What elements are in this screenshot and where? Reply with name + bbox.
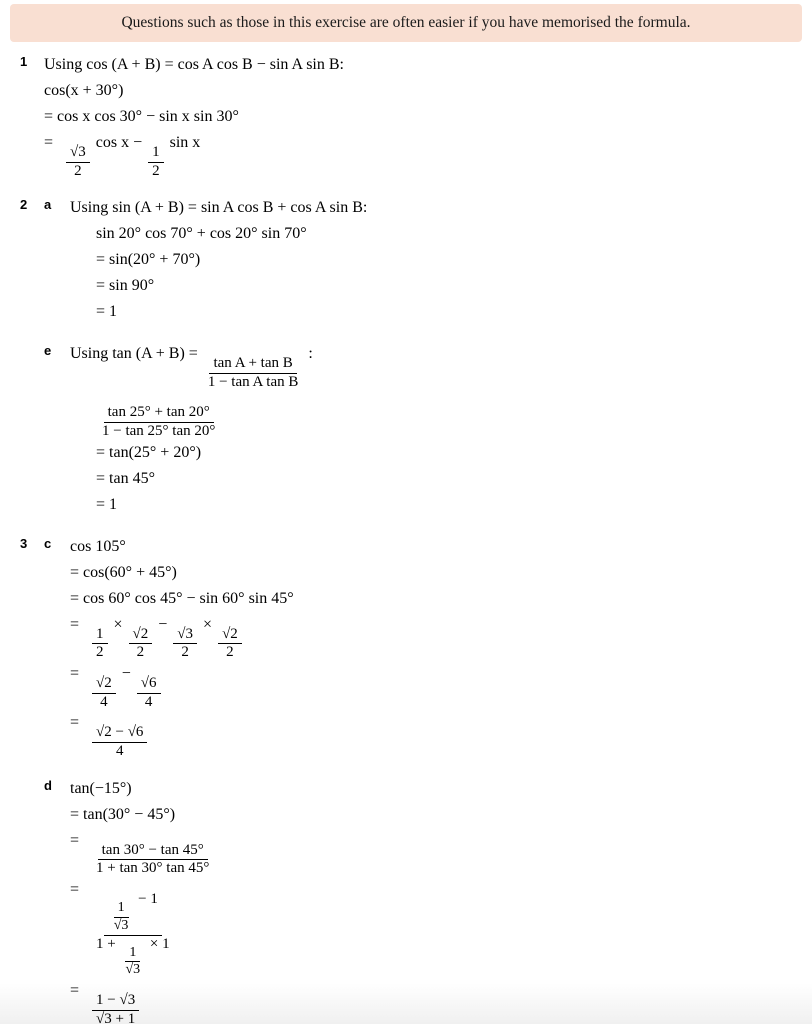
question-2 [0,195,812,518]
q2a-line-2: = sin(20° + 70°) [96,251,201,269]
question-3 [0,534,812,1027]
q2e-intro-text: Using tan (A + B) = [70,345,198,363]
fraction-numerator: √3 [66,145,90,163]
question-1 [0,52,812,179]
q3c-line-5 [70,661,812,710]
question-1-body [44,52,812,179]
minus-sign: − [121,665,131,683]
q1-sin-x: sin x [169,134,201,151]
equals-sign: = [44,134,54,151]
fraction-denominator [92,936,174,979]
fraction-root2-over-4 [92,676,116,711]
fraction-denominator: 2 [181,644,189,661]
fraction-denominator: 4 [100,693,108,710]
q2e-line-3: = tan 45° [96,469,155,487]
fraction-root2-over-2 [129,627,153,662]
q3d-line-4 [70,877,812,978]
part-label: d [44,777,52,793]
q3d-line-1: tan(−15°) [70,779,132,797]
fraction-numerator: 1 [114,901,129,918]
fraction-tan-subtraction [92,843,213,878]
fraction-denominator: 2 [74,162,82,179]
spacer [0,179,812,195]
fraction-root2-over-2-second [218,627,242,662]
fraction-denominator: 4 [115,743,124,760]
fraction-numerator: 1 [92,627,108,645]
fraction-denominator: 1 − tan A tan B [207,373,299,390]
equals-sign: = [70,665,80,683]
q2a-line-3: = sin 90° [96,277,155,295]
q3c-line-1: cos 105° [70,537,126,555]
solutions-content [0,52,812,1027]
fraction-numerator: √2 [92,676,116,694]
question-number: 3 [20,535,28,551]
equals-sign: = [70,881,80,899]
q2e-intro-colon: : [308,345,313,363]
fraction-root3-over-2 [173,627,197,662]
question-3-body [44,534,812,1027]
fraction-denominator: √3 [113,917,129,933]
fraction-numerator: √2 [129,627,153,645]
equals-sign: = [70,982,80,1000]
q1-minus: − [133,134,143,151]
q1-line-1: cos(x + 30°) [44,82,124,99]
fraction-1-over-2 [92,627,108,662]
spacer [44,325,812,341]
question-number: 1 [20,54,28,69]
fraction-numerator [104,892,162,936]
question-2-body [44,195,812,518]
fraction-denominator: 2 [226,644,234,661]
fraction-numerator: √6 [137,676,161,694]
fraction-root2-minus-root6-over-4 [92,725,147,760]
part-label: c [44,535,52,551]
part-d-body [70,776,812,1027]
fraction-numerator: 1 [125,946,140,963]
fraction-root6-over-4 [137,676,161,711]
q3c-line-2: = cos(60° + 45°) [70,563,177,581]
fraction-denominator: 4 [144,693,153,710]
fraction-1-minus-root3-over-root3-plus-1 [92,993,139,1027]
q3c-line-3: = cos 60° cos 45° − sin 60° sin 45° [70,589,294,607]
q1-cos-x: cos x [95,134,130,151]
equals-sign: = [70,831,80,849]
inner-fraction-1-over-root3 [110,901,133,933]
question-2-part-e [44,341,812,518]
equals-sign: = [70,714,80,732]
fraction-numerator: 1 − √3 [92,993,139,1011]
q3d-line-5 [70,978,812,1027]
fraction-tan25-tan20 [98,405,219,440]
numerator-tail: − 1 [138,890,158,907]
fraction-numerator: √3 [173,627,197,645]
multiply-sign: × [203,615,213,633]
part-c-body [70,534,812,760]
q2a-line-4: = 1 [96,303,118,321]
fraction-tan-addition-formula [204,356,303,391]
fraction-denominator: √3 + 1 [96,1010,136,1027]
q1-intro: Using cos (A + B) = cos A cos B − sin A sin B: [44,56,344,73]
denominator-tail: × 1 [149,935,170,952]
fraction-denominator: 1 + tan 30° tan 45° [96,860,210,877]
q2e-line-1 [70,391,812,440]
multiply-sign: × [113,615,123,633]
q2e-line-2: = tan(25° + 20°) [96,443,202,461]
question-3-part-d [44,776,812,1027]
fraction-denominator: 2 [96,644,104,661]
fraction-numerator: tan A + tan B [209,356,296,374]
q1-line-2: = cos x cos 30° − sin x sin 30° [44,108,239,125]
equals-sign: = [70,615,80,633]
fraction-nested-surds [92,892,174,978]
fraction-root3-over-2 [66,145,90,180]
question-3-part-c [44,534,812,760]
q3c-line-6 [70,710,812,759]
fraction-numerator: √2 − √6 [92,725,147,743]
q3c-line-4 [70,612,812,661]
question-number: 2 [20,197,28,213]
fraction-numerator: tan 25° + tan 20° [104,405,214,423]
question-2-part-a [44,195,812,325]
q2e-intro [70,341,812,390]
fraction-denominator: 2 [136,644,145,661]
inner-fraction-1-over-root3-second [121,946,144,978]
q2a-line-1: sin 20° cos 70° + cos 20° sin 70° [96,225,307,243]
part-label: e [44,343,52,359]
fraction-numerator: tan 30° − tan 45° [98,843,208,861]
minus-sign: − [158,615,168,633]
q3d-line-3 [70,828,812,877]
fraction-numerator: 1 [148,145,164,163]
part-label: a [44,197,52,213]
fraction-denominator: √3 [125,962,141,978]
part-a-body [70,195,812,325]
fraction-numerator: √2 [218,627,242,645]
q3d-line-2: = tan(30° − 45°) [70,805,176,823]
q2e-line-4: = 1 [96,495,118,513]
fraction-1-over-2 [148,145,164,180]
spacer [0,518,812,534]
fraction-denominator: 2 [152,162,160,179]
part-e-body [70,341,812,518]
note-text: Questions such as those in this exercise are often easier if you have memorised the formula. [121,14,691,31]
spacer [44,760,812,776]
q2a-intro: Using sin (A + B) = sin A cos B + cos A sin B: [70,199,368,217]
q1-line-3 [44,130,812,179]
note-banner [10,4,802,42]
denominator-head: 1 + [96,935,116,952]
fraction-denominator: 1 − tan 25° tan 20° [102,423,216,440]
